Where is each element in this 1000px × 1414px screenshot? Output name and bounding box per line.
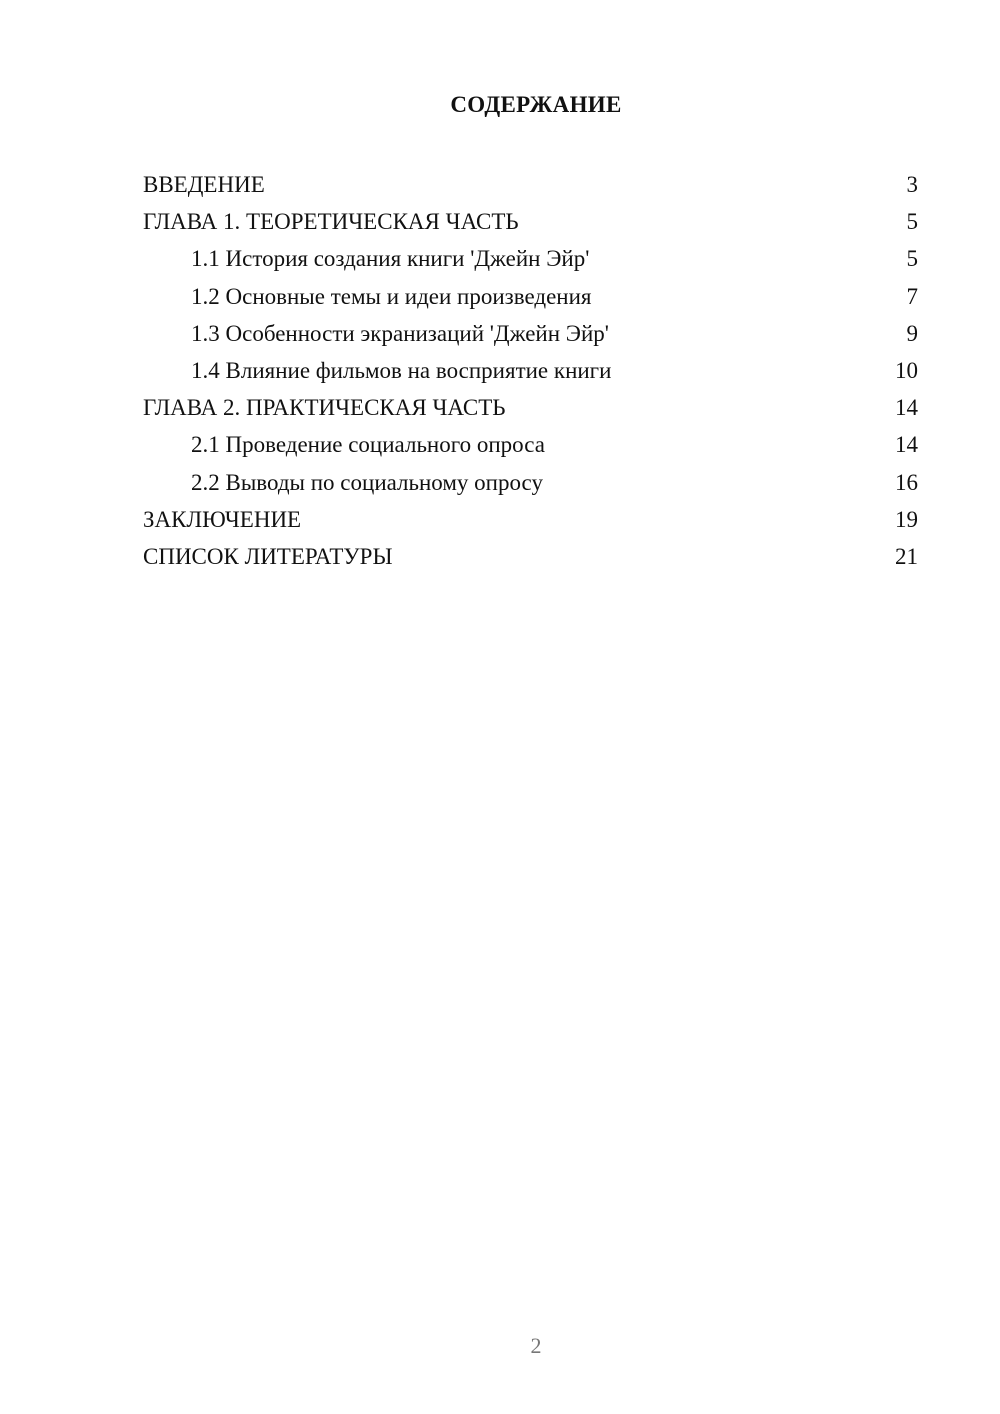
toc-entry-page: 10 (895, 357, 918, 383)
toc-entry-label: 1.3 Особенности экранизаций 'Джейн Эйр' (191, 320, 609, 346)
toc-title: СОДЕРЖАНИЕ (450, 92, 622, 117)
toc-entry-page: 14 (895, 395, 918, 421)
toc-entry-label: 1.1 История создания книги 'Джейн Эйр' (191, 246, 590, 272)
toc-entry (143, 389, 918, 426)
toc-entry-page: 16 (895, 469, 918, 495)
toc-entry-page: 7 (906, 283, 918, 309)
toc-entry-label: ЗАКЛЮЧЕНИЕ (143, 506, 302, 532)
toc-entry-page: 19 (895, 506, 918, 532)
toc-entry-label: СПИСОК ЛИТЕРАТУРЫ (143, 543, 393, 569)
toc-entry-page: 3 (906, 172, 918, 197)
toc-entry-label: 2.2 Выводы по социальному опросу (191, 469, 543, 495)
toc-subentry (143, 464, 918, 501)
toc-subentry (143, 426, 918, 463)
toc-entry-page: 5 (906, 246, 918, 272)
toc-subentry (143, 352, 918, 389)
toc-entry-label: 1.2 Основные темы и идеи произведения (191, 283, 592, 309)
toc-entry-page: 21 (895, 543, 918, 569)
toc-entry (143, 501, 918, 538)
toc-entry (143, 538, 918, 575)
table-of-contents (143, 166, 918, 575)
toc-entry (143, 166, 918, 203)
toc-entry-label: ГЛАВА 2. ПРАКТИЧЕСКАЯ ЧАСТЬ (143, 395, 506, 421)
toc-entry-label: ГЛАВА 1. ТЕОРЕТИЧЕСКАЯ ЧАСТЬ (143, 209, 519, 235)
toc-subentry (143, 315, 918, 352)
toc-entry-label: ВВЕДЕНИЕ (143, 172, 265, 197)
page-number: 2 (530, 1333, 542, 1358)
toc-subentry (143, 278, 918, 315)
toc-entry-page: 5 (906, 209, 918, 235)
toc-subentry (143, 240, 918, 277)
toc-entry-page: 9 (906, 320, 918, 346)
toc-entry-label: 1.4 Влияние фильмов на восприятие книги (191, 357, 612, 383)
toc-entry-label: 2.1 Проведение социального опроса (191, 432, 545, 458)
toc-entry (143, 203, 918, 240)
toc-entry-page: 14 (895, 432, 918, 458)
